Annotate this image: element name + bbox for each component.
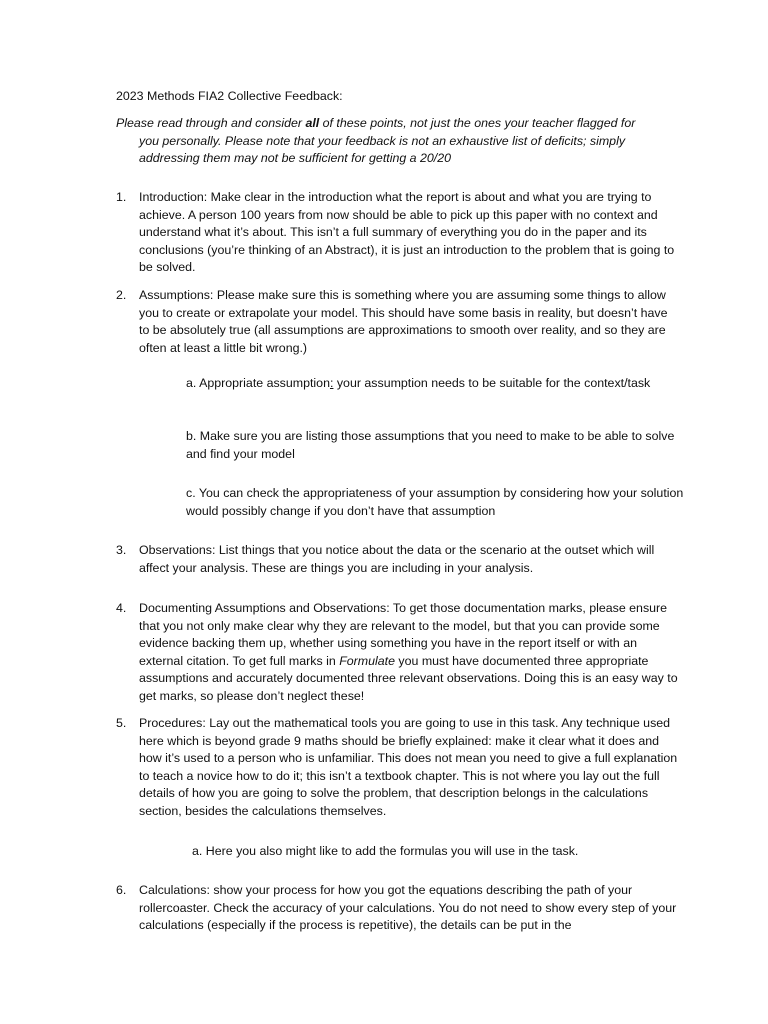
list-item-number: 1. [116,190,127,204]
list-item-assumptions [116,287,681,357]
list-item-text: Calculations: show your process for how you got the equations describing the path of your rollercoaster. Check the accuracy of your calculations. You do not need to show every step of your calculations (especially if the process is repetitive), the details can be put in the [139,883,677,933]
list-item-text-post: you must have documented three appropriate assumptions and accurately documented three relevant observations. Doing this is an easy way to get marks, so please don’t neglect these! [139,653,678,703]
list-item-text: Assumptions: Please make sure this is something where you are assuming some things to allow you to create or extrapolate your model. This should have some basis in reality, but doesn’t have to be absolutely true (all assumptions are approximations to smooth over reality, and so they are often at least a little bit wrong.) [139,288,668,355]
list-item-number: 5. [116,716,127,730]
intro-text-rest: you personally. Please note that your feedback is not an exhaustive list of deficits; simply addressing them may not be sufficient for getting a 20/20 [139,133,626,166]
list-item-documenting [116,600,681,706]
intro-paragraph [116,115,681,168]
list-item-procedures [116,715,681,821]
list-item-introduction [116,189,681,277]
list-item-text: Introduction: Make clear in the introduction what the report is about and what you are trying to achieve. A person 100 years from now should be able to pick up this paper with no context and understand what it’s about. This isn’t a full summary of everything you do in the paper and its conclusions (you’re thinking of an Abstract), it is just an introduction to the problem that is going to be solved. [139,190,675,275]
sub-item-underlined: : [329,376,334,390]
list-item-calculations [116,882,681,935]
list-item-number: 3. [116,543,127,557]
list-item-emphasis: Formulate [339,653,395,668]
list-item-text: Procedures: Lay out the mathematical tools you are going to use in this task. Any technique used here which is beyond grade 9 maths should be briefly explained: make it clear what it does and how it’s used to a person who is unfamiliar. This does not mean you need to give a full explanation to teach a novice how to do it; this isn’t a textbook chapter. This is not where you lay out the full details of how you are going to solve the problem, that description belongs in the calculations section, besides the calculations themselves. [139,716,678,818]
document-title: 2023 Methods FIA2 Collective Feedback: [116,89,343,103]
list-item-number: 6. [116,883,127,897]
list-item-text: Observations: List things that you notice about the data or the scenario at the outset which will affect your analysis. These are things you are including in your analysis. [139,543,655,575]
list-item-text-pre: Documenting Assumptions and Observations: To get those documentation marks, please ensure that you not only make clear why they are relevant to the model, but that you can provide some evidence backing them up, whether using something you have in the report itself or with an external citation. To get full marks in [139,601,668,668]
sub-item-text-post: your assumption needs to be suitable for the context/task [333,376,651,390]
intro-text-part2: of these points, not just the ones your teacher flagged for [319,116,636,130]
sub-item-list-assumptions: b. Make sure you are listing those assumptions that you need to make to be able to solve and find your model [186,429,675,461]
sub-item-formulas: a. Here you also might like to add the formulas you will use in the task. [192,844,579,858]
sub-item-text-pre: a. Appropriate assumption [186,376,330,390]
list-item-number: 4. [116,601,127,615]
intro-text-part1: Please read through and consider [116,116,306,130]
list-item-number: 2. [116,288,127,302]
list-item-observations [116,542,681,577]
intro-first-line [116,115,681,133]
sub-item-check-appropriateness: c. You can check the appropriateness of your assumption by considering how your solution would possibly change if you don’t have that assumption [186,486,684,518]
sub-item-appropriate-assumption [186,375,686,393]
intro-emphasis: all [305,116,320,130]
list-item-text [139,600,681,706]
